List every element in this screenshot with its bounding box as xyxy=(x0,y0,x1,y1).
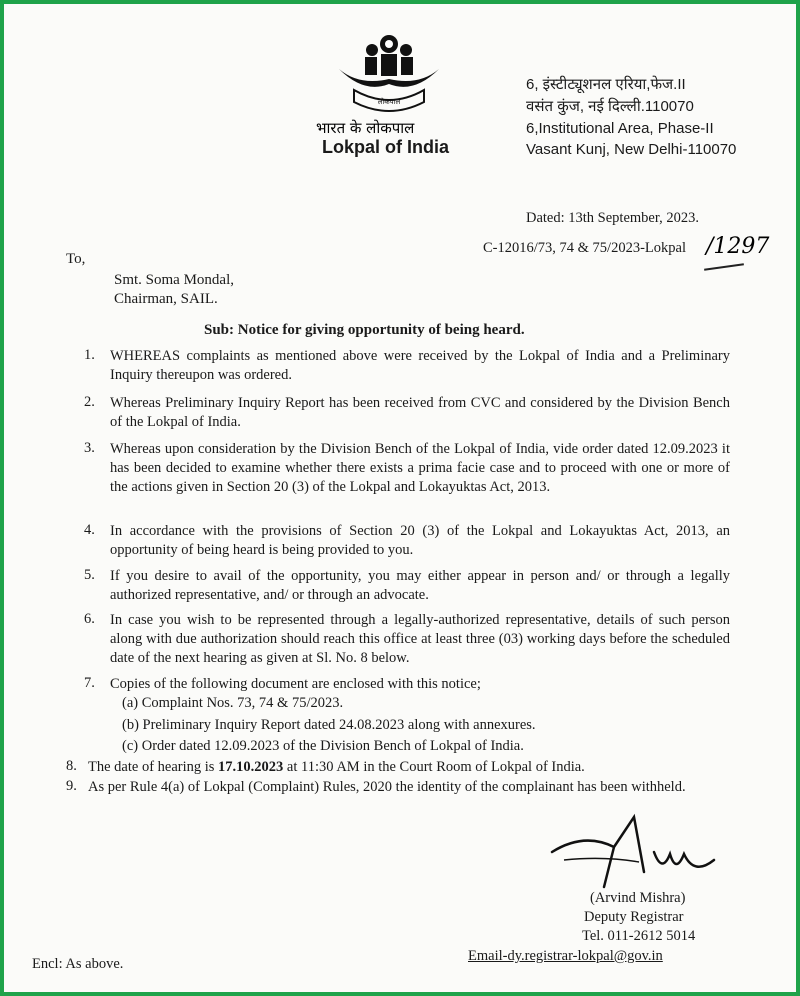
reference-number: C-12016/73, 74 & 75/2023-Lokpal xyxy=(483,240,686,256)
paragraph-1: WHEREAS complaints as mentioned above were received by the Lokpal of India and a Preliminary Inquiry thereupon was ordered. xyxy=(110,348,730,383)
addressee-designation: Chairman, SAIL. xyxy=(114,291,218,307)
org-name-english: Lokpal of India xyxy=(322,137,450,157)
para-number: 8. xyxy=(66,758,77,774)
signatory-email[interactable]: Email-dy.registrar-lokpal@gov.in xyxy=(468,948,663,964)
signatory-telephone: Tel. 011-2612 5014 xyxy=(582,928,696,944)
handwritten-signature xyxy=(544,812,724,892)
paragraph-9: As per Rule 4(a) of Lokpal (Complaint) Rules, 2020 the identity of the complainant has been withheld. xyxy=(88,779,686,795)
addressee-name: Smt. Soma Mondal, xyxy=(114,272,235,288)
handwritten-underline xyxy=(704,263,744,271)
para-number: 9. xyxy=(66,778,77,794)
address-line: 6, इंस्टीट्यूशनल एरिया,फेज.II xyxy=(526,76,686,93)
address-line: Vasant Kunj, New Delhi-110070 xyxy=(526,141,737,158)
paragraph-5: If you desire to avail of the opportunity, you may either appear in person and/ or through a legally authorized representative, and/ or through an advocate. xyxy=(110,568,730,603)
lokpal-emblem-logo xyxy=(334,24,444,114)
enclosure-item: (a) Complaint Nos. 73, 74 & 75/2023. xyxy=(122,695,344,711)
para-number: 2. xyxy=(84,394,95,410)
handwritten-reference: /1297 xyxy=(706,234,770,259)
para-number: 7. xyxy=(84,675,95,691)
paragraph-2: Whereas Preliminary Inquiry Report has been received from CVC and considered by the Division Bench of the Lokpal of India. xyxy=(110,395,730,430)
org-name-hindi: भारत के लोकपाल xyxy=(316,119,415,137)
date-line: Dated: 13th September, 2023. xyxy=(526,210,699,226)
subject-line: Sub: Notice for giving opportunity of being heard. xyxy=(204,322,525,338)
para-number: 1. xyxy=(84,347,95,363)
enclosure-note: Encl: As above. xyxy=(32,956,124,972)
paragraph-4: In accordance with the provisions of Section 20 (3) of the Lokpal and Lokayuktas Act, 2013, an opportunity of being heard is being provided to you. xyxy=(110,523,730,558)
signatory-designation: Deputy Registrar xyxy=(584,909,684,925)
para-number: 6. xyxy=(84,611,95,627)
paragraph-6: In case you wish to be represented through a legally-authorized representative, details of such person along with due authorization should reach this office at least three (03) working days before the scheduled date of the next hearing as given at Sl. No. 8 below. xyxy=(110,612,730,666)
paragraph-8 xyxy=(88,758,728,777)
address-line: 6,Institutional Area, Phase-II xyxy=(526,120,714,137)
hearing-date: 17.10.2023 xyxy=(218,759,284,775)
para-number: 4. xyxy=(84,522,95,538)
enclosure-item: (c) Order dated 12.09.2023 of the Division Bench of Lokpal of India. xyxy=(122,738,524,754)
signatory-name: (Arvind Mishra) xyxy=(590,890,686,906)
hearing-text-post: at 11:30 AM in the Court Room of Lokpal of India. xyxy=(283,759,585,775)
hearing-text-pre: The date of hearing is xyxy=(88,759,219,775)
para-number: 5. xyxy=(84,567,95,583)
enclosure-item: (b) Preliminary Inquiry Report dated 24.08.2023 along with annexures. xyxy=(122,717,536,733)
svg-text:लोकपाल: लोकपाल xyxy=(377,98,401,106)
paragraph-7: Copies of the following document are enclosed with this notice; xyxy=(110,676,481,692)
to-label: To, xyxy=(66,251,86,267)
para-number: 3. xyxy=(84,440,95,456)
paragraph-3: Whereas upon consideration by the Division Bench of the Lokpal of India, vide order dated 12.09.2023 it has been decided to examine whether there exists a prima facie case and to proceed with one or more of the actions given in Section 20 (3) of the Lokpal and Lokayuktas Act, 2013. xyxy=(110,441,730,495)
address-line: वसंत कुंज, नई दिल्ली.110070 xyxy=(526,98,694,115)
